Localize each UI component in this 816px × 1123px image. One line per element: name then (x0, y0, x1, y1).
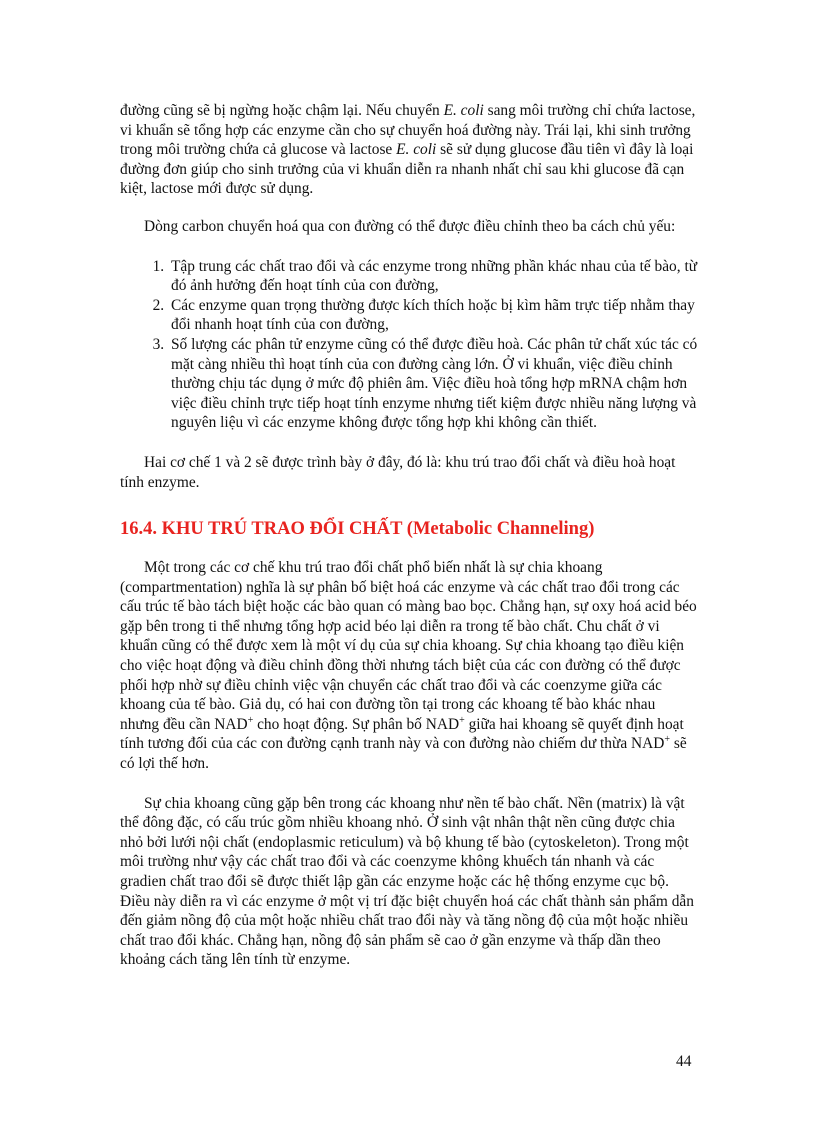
text-segment: sẽ có lợi thế hơn. (120, 735, 687, 773)
list-item: 2. Các enzyme quan trọng thường được kích thích hoặc bị kìm hãm trực tiếp nhằm thay đổi nhanh hoạt tính của con đường, (168, 296, 698, 335)
paragraph-mechanisms: Hai cơ chế 1 và 2 sẽ được trình bày ở đây, đó là: khu trú trao đổi chất và điều hoà hoạt tính enzyme. (120, 453, 676, 491)
list-item: 1. Tập trung các chất trao đổi và các enzyme trong những phần khác nhau của tế bào, từ đó ảnh hưởng đến hoạt tính của con đường, (168, 257, 698, 296)
text-segment: Một trong các cơ chế khu trú trao đổi chất phổ biến nhất là sự chia khoang (compartmentation) nghĩa là sự phân bố biệt hoá các enzyme và các chất trao đổi trong các cấu trúc tế bào tách biệt hoặc các bào quan có màng bao bọc. Chẳng hạn, sự oxy hoá acid béo gặp bên trong ti thể nhưng tổng hợp acid béo lại diễn ra trong tế bào chất. Chu chất ở vi khuẩn cũng có thể được xem là một ví dụ của sự chia khoang. Sự chia khoang tạo điều kiện cho việc hoạt động và điều chỉnh đồng thời nhưng tách biệt của các con đường có thể được phối hợp nhờ sự điều chỉnh việc vận chuyển các chất trao đổi và các coenzyme giữa các khoang của tế bào. Giả dụ, có hai con đường tồn tại trong các khoang tế bào khác nhau nhưng đều cần NAD (120, 559, 697, 733)
text-segment: sẽ sử dụng glucose đầu tiên vì đây là loại đường đơn giúp cho sinh trưởng của vi khuẩn diễn ra nhanh nhất chỉ sau khi glucose đã cạn kiệt, lactose mới được sử dụng. (120, 141, 694, 198)
paragraph-ecoli-lactose (120, 101, 698, 199)
superscript-plus: + (664, 734, 671, 746)
paragraph-regulation-intro: Dòng carbon chuyển hoá qua con đường có thể được điều chỉnh theo ba cách chủ yếu: (144, 217, 676, 235)
page-content (120, 101, 698, 970)
superscript-plus: + (459, 714, 465, 726)
section-heading: 16.4. KHU TRÚ TRAO ĐỔI CHẤT (Metabolic Channeling) (120, 519, 595, 540)
superscript-plus: + (247, 714, 254, 726)
paragraph-matrix: Sự chia khoang cũng gặp bên trong các khoang như nền tế bào chất. Nền (matrix) là vật thể đông đặc, có cấu trúc gồm nhiều khoang nhỏ. Ở sinh vật nhân thật nền cũng được chia nhỏ bởi lưới nội chất (endoplasmic reticulum) và bộ khung tế bào (cytoskeleton). Trong một môi trường như vậy các chất trao đổi và các coenzyme không khuếch tán nhanh và các gradien chất trao đổi sẽ được thiết lập gần các enzyme hoặc các hệ thống enzyme cục bộ. Điều này diễn ra vì các enzyme ở một vị trí đặc biệt chuyển hoá các chất thành sản phẩm dẫn đến giảm nồng độ của một hoặc nhiều chất trao đổi này và tăng nồng độ của một hoặc nhiều chất trao đổi khác. Chẳng hạn, nồng độ sản phẩm sẽ cao ở gần enzyme và thấp dần theo khoảng cách tăng lên tính từ enzyme. (120, 794, 694, 969)
text-segment: sang môi trường chỉ chứa lactose, vi khuẩn sẽ tổng hợp các enzyme cần cho sự chuyển hoá đường này. Trái lại, khi sinh trưởng trong môi trường chứa cả glucose và lactose (120, 102, 696, 159)
page-number: 44 (676, 1053, 692, 1070)
text-segment: giữa hai khoang sẽ quyết định hoạt tính tương đối của các con đường cạnh tranh này và con đường nào chiếm dư thừa NAD (120, 715, 684, 753)
species-name: E. coli (396, 141, 437, 159)
text-segment: cho hoạt động. Sự phân bố NAD (253, 715, 460, 733)
species-name: E. coli (443, 102, 484, 119)
paragraph-compartmentation (120, 558, 698, 774)
list-item: 3. Số lượng các phân tử enzyme cũng có thể được điều hoà. Các phân tử chất xúc tác có mặt càng nhiều thì hoạt tính của con đường càng lớn. Ở vi khuẩn, việc điều chỉnh thường chịu tác dụng ở mức độ phiên âm. Việc điều hoà tổng hợp mRNA chậm hơn việc điều chỉnh trực tiếp hoạt tính enzyme nhưng tiết kiệm được nhiều năng lượng và nguyên liệu vì các enzyme không được tổng hợp khi không cần thiết. (168, 335, 698, 433)
regulation-list (120, 257, 698, 433)
text-segment: đường cũng sẽ bị ngừng hoặc chậm lại. Nếu chuyển (120, 102, 444, 119)
